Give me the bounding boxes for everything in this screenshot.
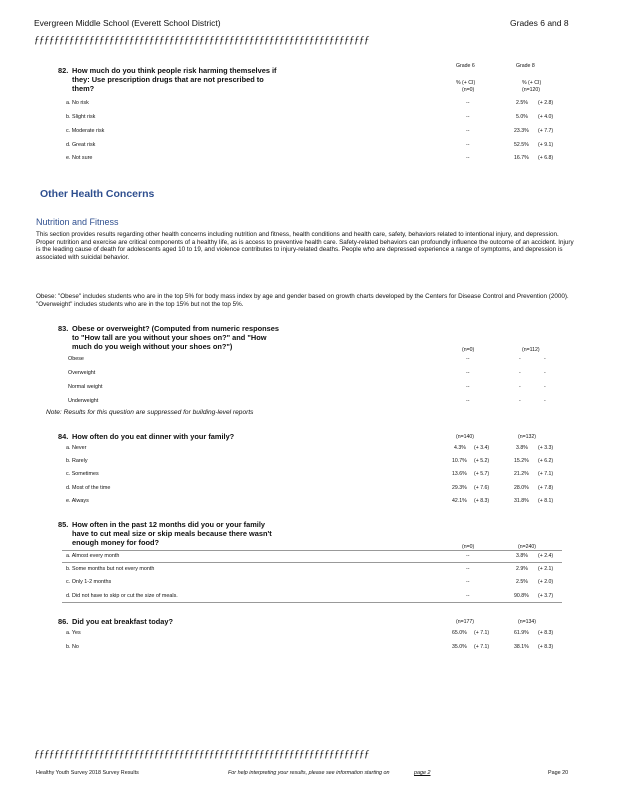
- q84-a-ci6: (+ 3.4): [474, 445, 490, 451]
- col-header-n6: (n=0): [462, 87, 475, 93]
- q84-d-ci8: (+ 7.8): [538, 485, 554, 491]
- q82-text: How much do you think people risk harming themselves if they: Use prescription drugs that are not prescribed to them?: [72, 66, 277, 93]
- q84-c-g8: 21.2%: [514, 471, 529, 477]
- q83-underweight-g8: -: [519, 398, 521, 404]
- q83-obese-g8: -: [519, 356, 521, 362]
- q84-a-g8: 3.8%: [516, 445, 528, 451]
- q85-a-ci8: (+ 2.4): [538, 553, 554, 559]
- q86-option-a: a. Yes: [66, 630, 81, 636]
- q84-e-g6: 42.1%: [452, 498, 467, 504]
- decorative-rule-top: ƒƒƒƒƒƒƒƒƒƒƒƒƒƒƒƒƒƒƒƒƒƒƒƒƒƒƒƒƒƒƒƒƒƒƒƒƒƒƒƒƒƒƒƒƒƒƒƒƒƒƒƒƒƒƒƒƒƒƒƒƒƒƒƒƒƒƒ: [34, 34, 369, 46]
- q84-option-e: e. Always: [66, 498, 89, 504]
- q84-d-ci6: (+ 7.6): [474, 485, 490, 491]
- q85-c-g6: --: [466, 579, 470, 585]
- q86-a-ci8: (+ 8.3): [538, 630, 554, 636]
- q84-b-ci6: (+ 5.2): [474, 458, 490, 464]
- q85-d-ci8: (+ 3.7): [538, 593, 554, 599]
- q84-option-c: c. Sometimes: [66, 471, 99, 477]
- obese-definition-paragraph: Obese: "Obese" includes students who are in the top 5% for body mass index by age and gender based on growth charts developed by the Centers for Disease Control and Prevention (2000). "Overweight" includes students who are in the top 15% but not the top 5%.: [36, 293, 569, 308]
- q86-text: Did you eat breakfast today?: [72, 617, 174, 626]
- q82-a-ci8: (+ 2.8): [538, 100, 554, 106]
- q83-obese-ci8: -: [544, 356, 546, 362]
- q83-n8: (n=112): [522, 347, 540, 353]
- q84-option-a: a. Never: [66, 445, 87, 451]
- q82-a-g8: 2.5%: [516, 100, 528, 106]
- q86-b-g8: 38.1%: [514, 644, 529, 650]
- q83-option-underweight: Underweight: [68, 398, 99, 404]
- q83-normal-g6: --: [466, 384, 470, 390]
- q82-option-a: a. No risk: [66, 100, 89, 106]
- q85-text: How often in the past 12 months did you or your family have to cut meal size or skip meals because there wasn't enough money for food?: [72, 520, 272, 547]
- q84-option-d: d. Most of the time: [66, 485, 111, 491]
- q83-underweight-ci8: -: [544, 398, 546, 404]
- q84-number: 84.: [58, 432, 69, 441]
- q83-normal-g8: -: [519, 384, 521, 390]
- q82-a-g6: --: [466, 100, 470, 106]
- q85-b-ci8: (+ 2.1): [538, 566, 554, 572]
- q83-overweight-g8: -: [519, 370, 521, 376]
- q85-d-g8: 90.8%: [514, 593, 529, 599]
- q86-b-ci6: (+ 7.1): [474, 644, 490, 650]
- q84-b-g6: 10.7%: [452, 458, 467, 464]
- q86-b-ci8: (+ 8.3): [538, 644, 554, 650]
- q82-option-d: d. Great risk: [66, 142, 96, 148]
- q83-option-normal: Normal weight: [68, 384, 103, 390]
- q83-normal-ci8: -: [544, 384, 546, 390]
- q84-d-g8: 28.0%: [514, 485, 529, 491]
- q84-e-g8: 31.8%: [514, 498, 529, 504]
- col-header-grade8: Grade 8: [516, 63, 535, 69]
- q85-row-divider: [62, 562, 562, 563]
- q86-b-g6: 35.0%: [452, 644, 467, 650]
- q84-a-ci8: (+ 3.3): [538, 445, 554, 451]
- q83-number: 83.: [58, 324, 69, 333]
- col-header-pct-8: % (+ CI): [522, 80, 542, 86]
- footer-survey-title: Healthy Youth Survey 2018 Survey Results: [36, 770, 139, 776]
- q82-c-g8: 23.3%: [514, 128, 529, 134]
- q85-number: 85.: [58, 520, 69, 529]
- q86-n6: (n=177): [456, 619, 475, 625]
- q85-divider: [62, 550, 562, 551]
- q83-n6: (n=0): [462, 347, 475, 353]
- q82-d-g8: 52.5%: [514, 142, 529, 148]
- q84-n8: (n=132): [518, 434, 537, 440]
- q85-option-c: c. Only 1-2 months: [66, 579, 112, 585]
- decorative-rule-bottom: ƒƒƒƒƒƒƒƒƒƒƒƒƒƒƒƒƒƒƒƒƒƒƒƒƒƒƒƒƒƒƒƒƒƒƒƒƒƒƒƒƒƒƒƒƒƒƒƒƒƒƒƒƒƒƒƒƒƒƒƒƒƒƒƒƒƒƒ: [34, 748, 369, 760]
- q86-a-ci6: (+ 7.1): [474, 630, 490, 636]
- q83-obese-g6: --: [466, 356, 470, 362]
- q85-a-g8: 3.8%: [516, 553, 528, 559]
- q84-b-ci8: (+ 6.2): [538, 458, 554, 464]
- intro-paragraph: This section provides results regarding other health concerns including nutrition and fitness, health conditions and health care, safety, behaviors related to intentional injury, and depression. Proper nutrition and exercise are critical components of a healthy life, as is access to preventive health care. Safety-related behaviors can profoundly influence the outcome of an accident. Injury is the leading cause of death for adolescents aged 10 to 19, and violence contributes to injury-related deaths. People who are depressed experience a range of symptoms, and depression is associated with suicidal behavior.: [36, 231, 574, 261]
- q84-n6: (n=140): [456, 434, 475, 440]
- footer-help-text: For help interpreting your results, please see information starting on: [228, 770, 390, 776]
- q83-option-overweight: Overweight: [68, 370, 96, 376]
- q85-option-d: d. Did not have to skip or cut the size of meals.: [66, 593, 178, 599]
- q86-number: 86.: [58, 617, 69, 626]
- q82-number: 82.: [58, 66, 69, 75]
- col-header-n8: (n=120): [522, 87, 541, 93]
- q86-n8: (n=134): [518, 619, 537, 625]
- q85-n6: (n=0): [462, 544, 475, 550]
- q82-c-ci8: (+ 7.7): [538, 128, 554, 134]
- q83-underweight-g6: --: [466, 398, 470, 404]
- q82-b-g8: 5.0%: [516, 114, 528, 120]
- q82-e-g6: --: [466, 155, 470, 161]
- q84-a-g6: 4.3%: [454, 445, 466, 451]
- q83-overweight-g6: --: [466, 370, 470, 376]
- q84-b-g8: 15.2%: [514, 458, 529, 464]
- q82-option-b: b. Slight risk: [66, 114, 96, 120]
- school-name: Evergreen Middle School (Everett School District): [34, 18, 221, 28]
- q82-e-ci8: (+ 6.8): [538, 155, 554, 161]
- q84-d-g6: 29.3%: [452, 485, 467, 491]
- footer-page-number: Page 20: [548, 770, 569, 776]
- q82-b-g6: --: [466, 114, 470, 120]
- q85-n8: (n=240): [518, 544, 537, 550]
- q82-e-g8: 16.7%: [514, 155, 529, 161]
- q86-a-g8: 61.9%: [514, 630, 529, 636]
- q85-b-g6: --: [466, 566, 470, 572]
- q84-e-ci8: (+ 8.1): [538, 498, 554, 504]
- q82-d-g6: --: [466, 142, 470, 148]
- q85-c-ci8: (+ 2.0): [538, 579, 554, 585]
- q85-a-g6: --: [466, 553, 470, 559]
- grades-label: Grades 6 and 8: [510, 18, 569, 28]
- section-subtitle: Nutrition and Fitness: [36, 217, 119, 227]
- col-header-grade6: Grade 6: [456, 63, 475, 69]
- q85-bottom-divider: [62, 602, 562, 603]
- q82-c-g6: --: [466, 128, 470, 134]
- q85-d-g6: --: [466, 593, 470, 599]
- q85-c-g8: 2.5%: [516, 579, 528, 585]
- q83-text: Obese or overweight? (Computed from numeric responses to "How tall are you without your shoes on?" and "How much do you weigh without your shoes on?"): [72, 324, 279, 351]
- q84-c-ci8: (+ 7.1): [538, 471, 554, 477]
- q83-overweight-ci8: -: [544, 370, 546, 376]
- q84-c-ci6: (+ 5.7): [474, 471, 490, 477]
- q84-option-b: b. Rarely: [66, 458, 88, 464]
- q83-option-obese: Obese: [68, 356, 84, 362]
- col-header-pct-6: % (+ CI): [456, 80, 476, 86]
- q82-d-ci8: (+ 9.1): [538, 142, 554, 148]
- q84-text: How often do you eat dinner with your family?: [72, 432, 235, 441]
- q82-option-c: c. Moderate risk: [66, 128, 105, 134]
- q85-option-a: a. Almost every month: [66, 553, 120, 559]
- footer-page-link[interactable]: page 2: [414, 770, 431, 776]
- q84-c-g6: 13.6%: [452, 471, 467, 477]
- q82-b-ci8: (+ 4.0): [538, 114, 554, 120]
- section-title: Other Health Concerns: [40, 188, 155, 200]
- q86-a-g6: 65.0%: [452, 630, 467, 636]
- q84-e-ci6: (+ 8.3): [474, 498, 490, 504]
- q82-option-e: e. Not sure: [66, 155, 93, 161]
- q83-suppression-note: Note: Results for this question are suppressed for building-level reports: [46, 409, 254, 416]
- q85-option-b: b. Some months but not every month: [66, 566, 155, 572]
- q86-option-b: b. No: [66, 644, 79, 650]
- q85-b-g8: 2.9%: [516, 566, 528, 572]
